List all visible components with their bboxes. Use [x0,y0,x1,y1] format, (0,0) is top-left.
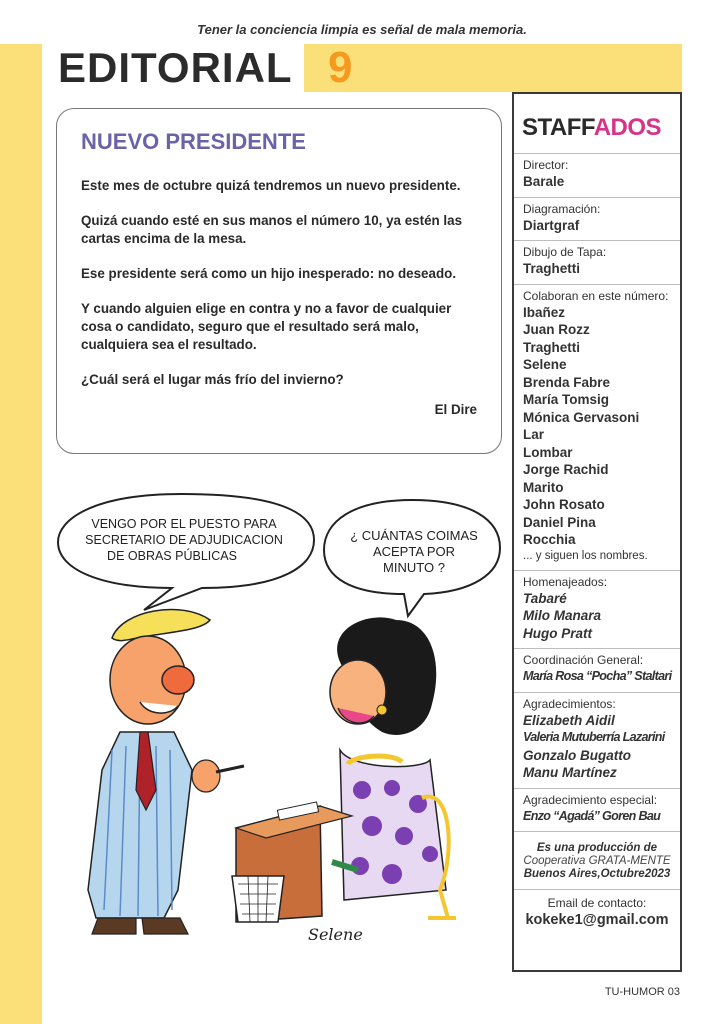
left-yellow-strip [0,44,42,1024]
coordinacion-label: Coordinación General: [523,653,644,667]
staff-title [514,94,680,154]
homenajeado: Tabaré [523,590,567,606]
colaborador: Ibañez [523,304,566,320]
cartoon-illustration [52,470,512,960]
section-title: EDITORIAL [58,44,293,91]
bubble-left-line: DE OBRAS PÚBLICAS [107,549,237,563]
colaborador: Brenda Fabre [523,374,611,390]
staff-panel [512,92,682,972]
homenajeados-label: Homenajeados: [523,574,608,589]
staff-agradecimientos [514,693,680,789]
section-header [42,44,682,92]
staff-title-b: ADOS [593,114,662,141]
staff-director [514,154,680,198]
tapa-name: Traghetti [523,261,581,276]
header-yellow-band [304,44,682,92]
contact-label: Email de contacto: [547,896,647,910]
editorial-paragraph: Este mes de octubre quizá tendremos un nuevo presidente. [81,178,461,193]
agradecido: Gonzalo Bugatto [523,747,631,763]
homenajeado: Hugo Pratt [523,625,592,641]
page-footer: TU-HUMOR 03 [604,986,680,998]
coordinacion-name: María Rosa “Pocha” Staltari [523,669,672,683]
staff-homenajeados [514,571,680,650]
especial-label: Agradecimiento especial: [523,792,658,807]
colaborador: Juan Rozz [523,322,590,337]
agradecimientos-label: Agradecimientos: [523,696,616,711]
production-line-2: Cooperativa GRATA-MENTE [523,855,671,867]
staff-title-a: STAFF [522,114,594,141]
editorial-signature: El Dire [434,402,477,417]
contact-email[interactable]: kokeke1@gmail.com [525,912,669,928]
especial-name: Enzo “Agadá” Goren Bau [523,808,661,823]
colaborador: Traghetti [523,339,581,355]
agradecido: Elizabeth Aidil [523,712,615,728]
editorial-paragraph: Quizá cuando esté en sus manos el número 10, ya estén las cartas encima de la mesa. [81,213,463,246]
bubble-left-line: SECRETARIO DE ADJUDICACION [85,533,283,547]
production-line-3: Buenos Aires,Octubre2023 [523,868,671,880]
editorial-paragraph: Ese presidente será como un hijo inesperado: no deseado. [81,266,457,281]
editorial-box [56,108,502,454]
colaborador: John Rosato [523,497,605,512]
contact-block [514,890,680,935]
colaborador: Lombar [523,444,573,460]
bubble-right-line: MINUTO ? [383,560,445,575]
staff-especial [514,789,680,833]
diagramacion-name: Diartgraf [523,217,580,233]
page-tagline: Tener la conciencia limpia es señal de mala memoria. [197,22,527,37]
bubble-right-line: ACEPTA POR [372,544,456,559]
staff-coordinacion [514,649,680,693]
agradecido: Valeria Mutuberría Lazarini [523,730,665,744]
production-line-1: Es una producción de [536,842,658,854]
colaborador: Jorge Rachid [523,462,609,477]
issue-number: 9 [328,43,353,92]
editorial-paragraph: ¿Cuál será el lugar más frío del invierno? [81,372,344,387]
bubble-right-line: ¿ CUÁNTAS COIMAS [350,528,478,543]
director-name: Barale [523,174,565,189]
editorial-paragraph: Y cuando alguien elige en contra y no a favor de cualquier cosa o candidato, seguro que el resultado será malo, cualquiera sea el resultado. [81,301,452,352]
director-label: Director: [523,158,569,172]
staff-tapa [514,241,680,285]
colaborador: María Tomsig [523,392,610,407]
colaboran-label: Colaboran en este número: [523,288,669,303]
wastebasket [232,876,284,922]
man-figure [88,610,244,934]
homenajeado: Milo Manara [523,608,602,623]
colaborador: Rocchia [523,532,576,547]
colaborador: Lar [523,427,545,442]
colaborador: Daniel Pina [523,514,596,530]
colaborador: Marito [523,479,564,495]
cartoonist-signature: Selene [308,925,363,944]
tapa-label: Dibujo de Tapa: [523,245,607,259]
woman-figure [330,617,456,918]
agradecido: Manu Martínez [523,765,617,780]
bubble-left-line: VENGO POR EL PUESTO PARA [91,517,277,531]
editorial-title: NUEVO PRESIDENTE [81,129,306,154]
staff-colaboran [514,285,680,571]
diagramacion-label: Diagramación: [523,201,601,216]
colaboran-note: ... y siguen los nombres. [523,549,648,562]
colaborador: Selene [523,357,567,372]
colaborador: Mónica Gervasoni [523,409,640,425]
staff-diagramacion [514,198,680,242]
production-credit [514,832,680,890]
